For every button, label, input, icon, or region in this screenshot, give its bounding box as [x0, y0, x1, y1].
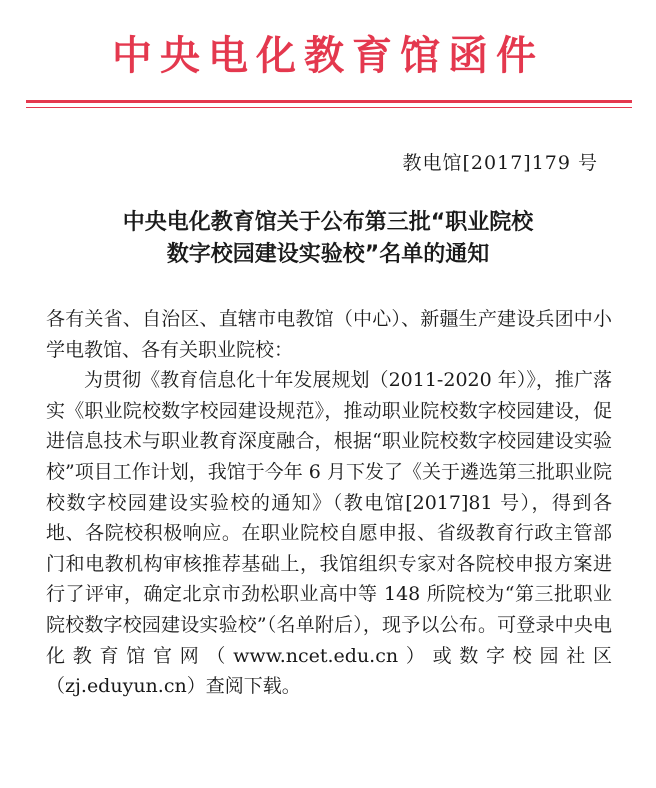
document-body: [46, 304, 612, 702]
document-title-line-1: 中央电化教育馆关于公布第三批“职业院校: [122, 210, 534, 235]
salutation: 各有关省、自治区、直辖市电教馆（中心）、新疆生产建设兵团中小学电教馆、各有关职业院校：: [46, 308, 612, 361]
document-number: 教电馆[2017]179 号: [402, 152, 598, 174]
document-title: [0, 207, 656, 271]
body-paragraph: 为贯彻《教育信息化十年发展规划（2011-2020 年）》，推广落实《职业院校数字校园建设规范》，推动职业院校数字校园建设，促进信息技术与职业教育深度融合，根据“职业院校数字校园建设实验校”项目工作计划，我馆于今年 6 月下发了《关于遴选第三批职业院校数字校园建设实验校的通知》（教电馆[2017]81 号），得到各地、各院校积极响应。在职业院校自愿申报、省级教育行政主管部门和电教机构审核推荐基础上，我馆组织专家对各院校申报方案进行了评审，确定北京市劲松职业高中等 148 所院校为“第三批职业院校数字校园建设实验校”（名单附后），现予以公布。可登录中央电化教育馆官网（www.ncet.edu.cn）或数字校园社区（zj.eduyun.cn）查阅下载。: [46, 369, 612, 698]
letterhead-rule-thin: [26, 107, 632, 108]
letterhead-title: 中央电化教育馆函件: [112, 32, 544, 79]
letterhead-rule-thick: [26, 100, 632, 103]
document-title-line-2: 数字校园建设实验校”名单的通知: [166, 242, 490, 267]
